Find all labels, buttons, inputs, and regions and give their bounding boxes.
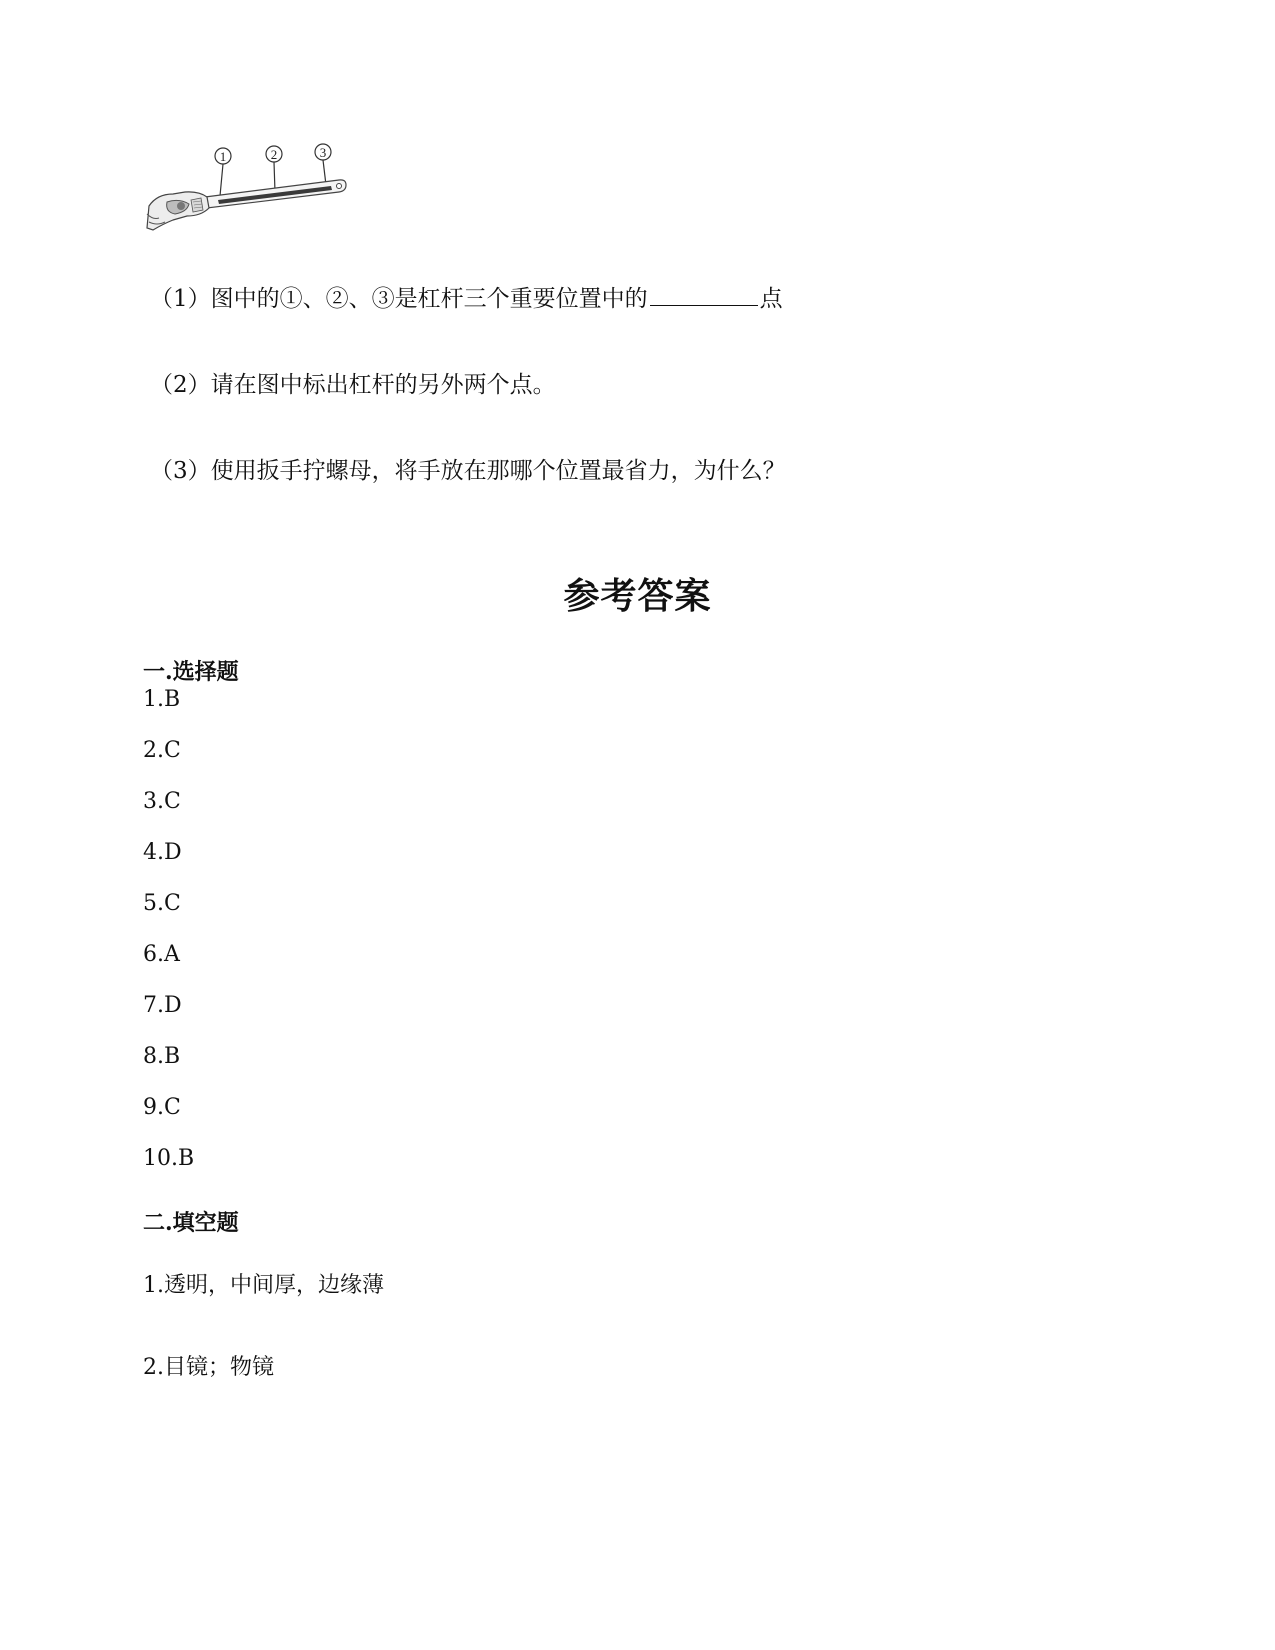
question-1-prefix: （1）图中的①、②、③是杠杆三个重要位置中的	[150, 286, 648, 312]
answer-item: 8.B	[143, 1044, 181, 1069]
answer-blank[interactable]	[650, 283, 758, 306]
marker-1	[215, 148, 231, 196]
svg-text:1: 1	[219, 149, 227, 164]
svg-text:2: 2	[270, 147, 278, 162]
answer-item: 3.C	[143, 789, 181, 814]
answer-item: 2.目镜；物镜	[143, 1355, 274, 1380]
answer-item: 9.C	[143, 1095, 181, 1120]
answer-item: 10.B	[143, 1146, 195, 1171]
marker-3	[315, 144, 331, 185]
marker-2	[266, 146, 282, 192]
section-heading-choice: 一.选择题	[143, 659, 239, 685]
wrench-figure	[143, 140, 363, 240]
answer-item: 1.B	[143, 687, 181, 712]
answer-item: 6.A	[143, 942, 180, 967]
svg-text:3: 3	[319, 145, 327, 160]
answer-item: 1.透明，中间厚，边缘薄	[143, 1273, 384, 1298]
answer-item: 5.C	[143, 891, 181, 916]
answer-item: 4.D	[143, 840, 182, 865]
answers-title: 参考答案	[563, 575, 712, 617]
section-heading-fill-blank: 二.填空题	[143, 1210, 239, 1236]
question-1-suffix: 点	[759, 286, 783, 312]
question-2: （2）请在图中标出杠杆的另外两个点。	[150, 372, 556, 398]
answer-item: 2.C	[143, 738, 181, 763]
wrench-icon	[143, 140, 363, 240]
answer-item: 7.D	[143, 993, 182, 1018]
question-1	[150, 283, 783, 314]
question-3: （3）使用扳手拧螺母，将手放在那哪个位置最省力，为什么？	[150, 458, 786, 484]
